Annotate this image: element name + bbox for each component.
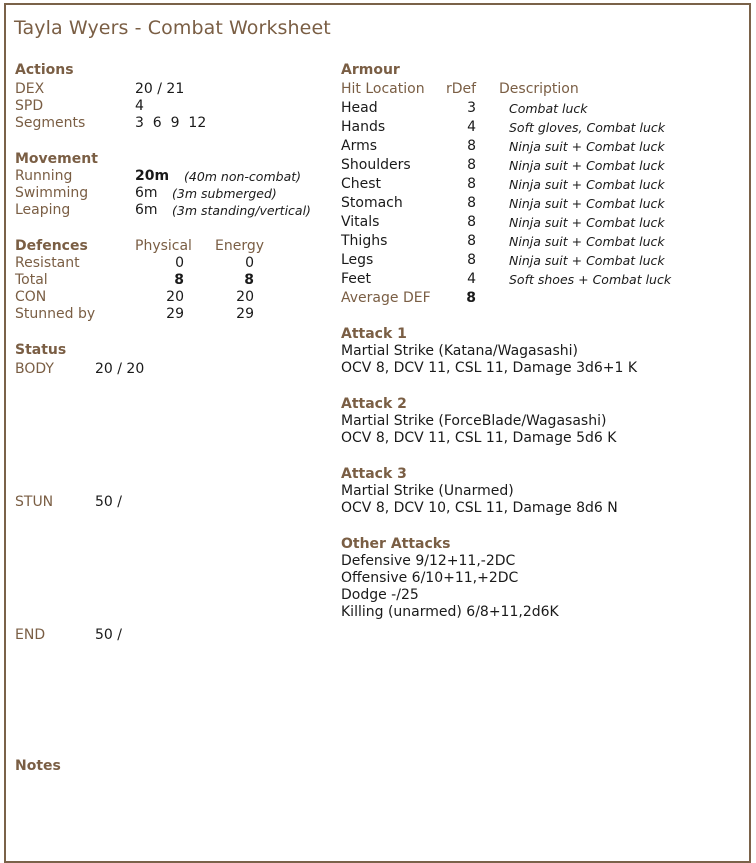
other-attack-line: Killing (unarmed) 6/8+11,2d6K xyxy=(341,604,559,620)
armour-location: Thighs xyxy=(341,233,388,249)
other-attacks-heading: Other Attacks xyxy=(341,536,451,552)
attack-1-name: Martial Strike (Katana/Wagasashi) xyxy=(341,343,579,359)
notes-heading: Notes xyxy=(15,758,61,774)
page-title: Tayla Wyers - Combat Worksheet xyxy=(14,17,331,39)
armour-location: Stomach xyxy=(341,195,403,211)
attack-3-name: Martial Strike (Unarmed) xyxy=(341,483,514,499)
armour-description: Ninja suit + Combat luck xyxy=(509,139,665,154)
armour-rdef: 8 xyxy=(467,252,476,268)
armour-rdef-header: rDef xyxy=(446,81,477,97)
total-label: Total xyxy=(15,272,48,288)
armour-location-header: Hit Location xyxy=(341,81,425,97)
body-value: 20 / 20 xyxy=(95,361,145,377)
armour-description-header: Description xyxy=(499,81,579,97)
armour-description: Ninja suit + Combat luck xyxy=(509,253,665,268)
attack-2-heading: Attack 2 xyxy=(341,396,407,412)
armour-description: Soft gloves, Combat luck xyxy=(509,120,665,135)
armour-description: Ninja suit + Combat luck xyxy=(509,177,665,192)
spd-value: 4 xyxy=(135,98,144,114)
stunned-by-physical: 29 xyxy=(166,306,184,322)
attack-3-stats: OCV 8, DCV 10, CSL 11, Damage 8d6 N xyxy=(341,500,618,516)
stun-value: 50 / xyxy=(95,494,122,510)
resistant-label: Resistant xyxy=(15,255,80,271)
leaping-label: Leaping xyxy=(15,202,71,218)
attack-1-heading: Attack 1 xyxy=(341,326,407,342)
end-value: 50 / xyxy=(95,627,122,643)
average-def-value: 8 xyxy=(466,290,476,306)
attack-1-stats: OCV 8, DCV 11, CSL 11, Damage 3d6+1 K xyxy=(341,360,638,376)
segments-label: Segments xyxy=(15,115,86,131)
armour-description: Ninja suit + Combat luck xyxy=(509,215,665,230)
dex-value: 20 / 21 xyxy=(135,81,185,97)
con-label: CON xyxy=(15,289,47,305)
actions-heading: Actions xyxy=(15,62,74,78)
con-physical: 20 xyxy=(166,289,184,305)
armour-location: Hands xyxy=(341,119,386,135)
other-attack-line: Dodge -/25 xyxy=(341,587,419,603)
movement-heading: Movement xyxy=(15,151,98,167)
armour-description: Ninja suit + Combat luck xyxy=(509,196,665,211)
total-physical: 8 xyxy=(174,272,184,288)
armour-location: Arms xyxy=(341,138,378,154)
armour-description: Soft shoes + Combat luck xyxy=(509,272,672,287)
attack-3-heading: Attack 3 xyxy=(341,466,407,482)
defences-energy-header: Energy xyxy=(215,238,265,254)
running-label: Running xyxy=(15,168,73,184)
armour-rdef: 8 xyxy=(467,157,476,173)
armour-description: Combat luck xyxy=(509,101,588,116)
defences-physical-header: Physical xyxy=(135,238,192,254)
status-heading: Status xyxy=(15,342,67,358)
armour-description: Ninja suit + Combat luck xyxy=(509,158,665,173)
con-energy: 20 xyxy=(236,289,254,305)
armour-location: Vitals xyxy=(341,214,380,230)
resistant-energy: 0 xyxy=(245,255,254,271)
leaping-note: (3m standing/vertical) xyxy=(172,203,311,218)
attack-2-name: Martial Strike (ForceBlade/Wagasashi) xyxy=(341,413,607,429)
armour-location: Feet xyxy=(341,271,372,287)
running-value: 20m xyxy=(135,168,170,184)
swimming-note: (3m submerged) xyxy=(172,186,277,201)
body-label: BODY xyxy=(15,361,54,377)
armour-rdef: 8 xyxy=(467,233,476,249)
armour-location: Head xyxy=(341,100,378,116)
armour-rdef: 4 xyxy=(467,119,476,135)
swimming-value: 6m xyxy=(135,185,158,201)
stunned-by-energy: 29 xyxy=(236,306,254,322)
armour-rdef: 8 xyxy=(467,138,476,154)
leaping-value: 6m xyxy=(135,202,158,218)
armour-location: Legs xyxy=(341,252,374,268)
attack-2-stats: OCV 8, DCV 11, CSL 11, Damage 5d6 K xyxy=(341,430,617,446)
armour-rdef: 8 xyxy=(467,195,476,211)
armour-rdef: 8 xyxy=(467,176,476,192)
stunned-by-label: Stunned by xyxy=(15,306,96,322)
segments-value: 3 6 9 12 xyxy=(135,115,207,131)
armour-rdef: 3 xyxy=(467,100,476,116)
defences-heading: Defences xyxy=(15,238,88,254)
armour-location: Shoulders xyxy=(341,157,411,173)
swimming-label: Swimming xyxy=(15,185,89,201)
end-label: END xyxy=(15,627,46,643)
resistant-physical: 0 xyxy=(175,255,184,271)
total-energy: 8 xyxy=(244,272,254,288)
running-note: (40m non-combat) xyxy=(184,169,302,184)
other-attack-line: Defensive 9/12+11,-2DC xyxy=(341,553,516,569)
armour-location: Chest xyxy=(341,176,382,192)
stun-label: STUN xyxy=(15,494,54,510)
spd-label: SPD xyxy=(15,98,44,114)
armour-description: Ninja suit + Combat luck xyxy=(509,234,665,249)
dex-label: DEX xyxy=(15,81,45,97)
armour-rdef: 4 xyxy=(467,271,476,287)
armour-heading: Armour xyxy=(341,62,400,78)
average-def-label: Average DEF xyxy=(341,290,431,306)
other-attack-line: Offensive 6/10+11,+2DC xyxy=(341,570,519,586)
armour-rdef: 8 xyxy=(467,214,476,230)
